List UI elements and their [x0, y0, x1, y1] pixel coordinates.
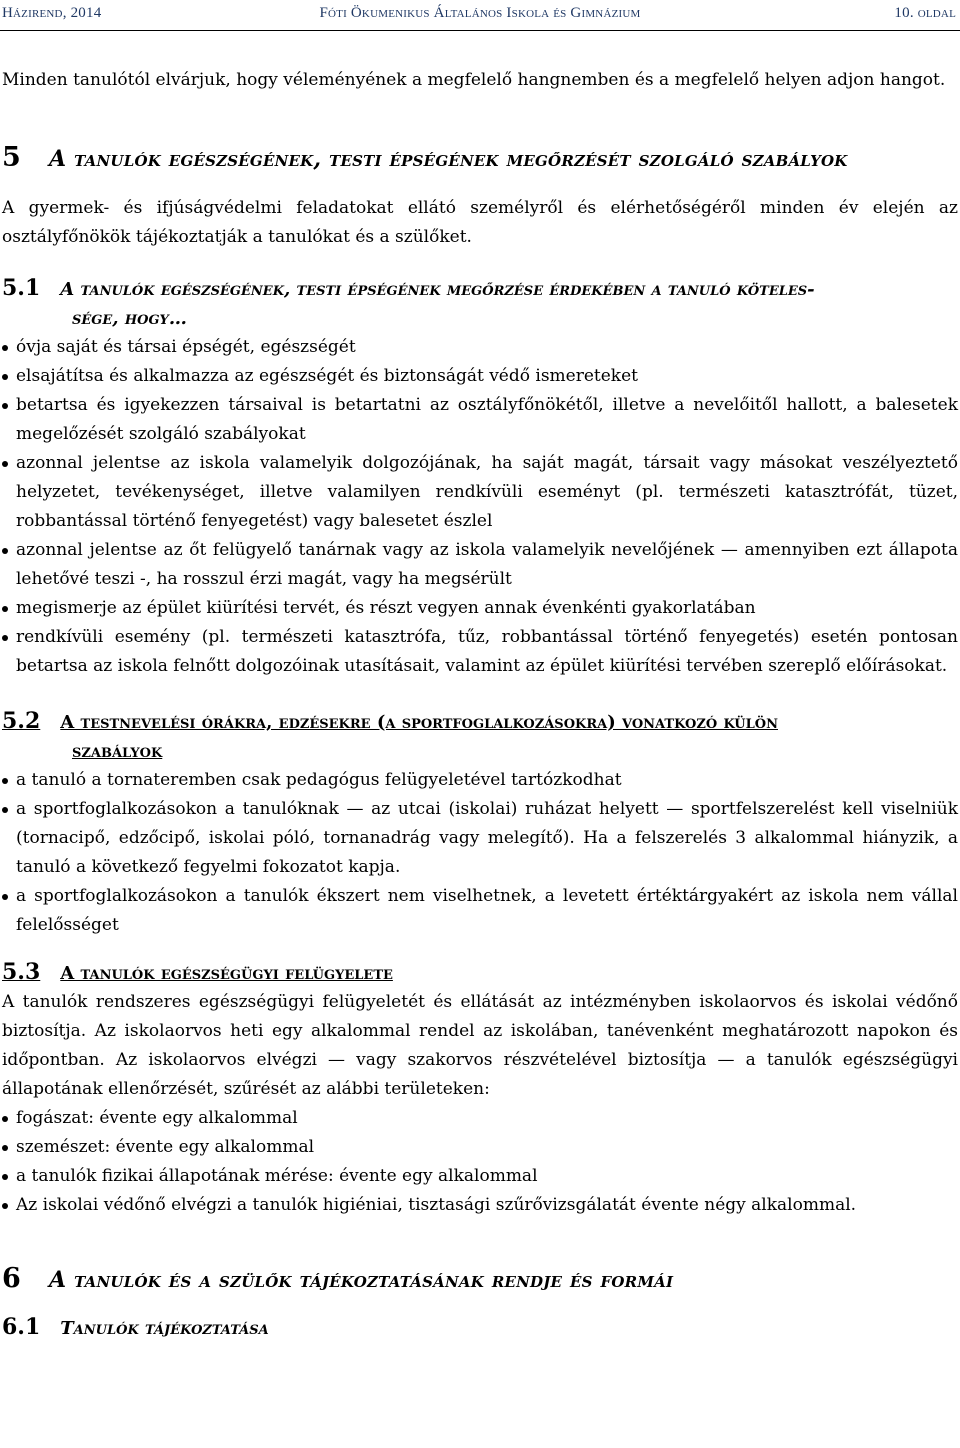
header-document-title: Házirend, 2014 [2, 5, 102, 21]
section-6-title: A tanulók és a szülők tájékoztatásának rendje és formái [49, 1267, 674, 1293]
section-5-heading [2, 143, 958, 174]
section-5-2-title-line1: A testnevelési órákra, edzésekre (a sportfoglalkozásokra) vonatkozó külön [60, 712, 778, 733]
section-6-1-number: 6.1 [2, 1314, 41, 1340]
section-5-paragraph: A gyermek- és ifjúságvédelmi feladatokat ellátó személyről és elérhetőségéről minden év elején az osztályfőnökök tájékoztatják a tanulókat és a szülőket. [2, 198, 958, 247]
section-5-2-title-line2: szabályok [72, 741, 163, 762]
section-5-title: A tanulók egészségének, testi épségének megőrzését szolgáló szabályok [49, 146, 848, 172]
list-item: óvja saját és társai épségét, egészségét [2, 333, 958, 362]
list-item: szemészet: évente egy alkalommal [2, 1133, 958, 1162]
list-item: megismerje az épület kiürítési tervét, és részt vegyen annak évenkénti gyakorlatában [2, 594, 958, 623]
section-6-heading [2, 1264, 958, 1295]
section-6-number: 6 [2, 1263, 21, 1294]
page-content [2, 66, 958, 1343]
header-page-number: 10. oldal [894, 5, 956, 21]
section-5-1-title-line2: sége, hogy… [72, 308, 187, 329]
list-item: elsajátítsa és alkalmazza az egészségét és biztonságát védő ismereteket [2, 362, 958, 391]
section-5-3-list [2, 1104, 958, 1220]
section-5-3-number: 5.3 [2, 959, 41, 985]
list-item: a sportfoglalkozásokon a tanulók ékszert nem viselhetnek, a levetett értéktárgyakért az iskola nem vállal felelősséget [2, 882, 958, 940]
section-5-1-title-line1: A tanulók egészségének, testi épségének megőrzése érdekében a tanuló köteles- [60, 279, 815, 300]
list-item: a tanuló a tornateremben csak pedagógus felügyeletével tartózkodhat [2, 766, 958, 795]
header-school-name: Fóti Ökumenikus Általános Iskola és Gimnázium [319, 5, 641, 21]
page-header [0, 0, 960, 31]
section-5-2-heading [2, 707, 958, 766]
list-item: fogászat: évente egy alkalommal [2, 1104, 958, 1133]
list-item: rendkívüli esemény (pl. természeti katasztrófa, tűz, robbantással történő fenyegetés) esetén pontosan betartsa az iskola felnőtt dolgozóinak utasításait, valamint az épület kiürítési tervében szereplő előírásokat. [2, 623, 958, 681]
section-5-1-heading [2, 274, 958, 333]
list-item: betartsa és igyekezzen társaival is betartatni az osztályfőnökétől, illetve a nevelőitől hallott, a balesetek megelőzését szolgáló szabályokat [2, 391, 958, 449]
section-5-1-number: 5.1 [2, 275, 41, 301]
list-item: a sportfoglalkozásokon a tanulóknak — az utcai (iskolai) ruházat helyett — sportfelszerelést kell viselniük (tornacipő, edzőcipő, iskolai póló, tornanadrág vagy melegítő). Ha a felszerelés 3 alkalommal hiányzik, a tanuló a következő fegyelmi fokozatot kapja. [2, 795, 958, 882]
list-item: azonnal jelentse az őt felügyelő tanárnak vagy az iskola valamelyik nevelőjének — amennyiben ezt állapota lehetővé teszi -, ha rosszul érzi magát, vagy ha megsérült [2, 536, 958, 594]
section-5-3-heading [2, 958, 958, 988]
section-5-number: 5 [2, 142, 21, 173]
section-5-2-number: 5.2 [2, 708, 41, 734]
list-item: azonnal jelentse az iskola valamelyik dolgozójának, ha saját magát, társait vagy másokat veszélyeztető helyzetet, tevékenységet, illetve valamilyen rendkívüli eseményt (pl. természeti katasztrófát, tüzet, robbantással történő fenyegetést) vagy balesetet észlel [2, 449, 958, 536]
list-item: Az iskolai védőnő elvégzi a tanulók higiéniai, tisztasági szűrővizsgálatát évente négy alkalommal. [2, 1191, 958, 1220]
section-5-1-list [2, 333, 958, 681]
intro-paragraph: Minden tanulótól elvárjuk, hogy véleményének a megfelelő hangnemben és a megfelelő helyen adjon hangot. [2, 70, 946, 90]
section-6-1-title: Tanulók tájékoztatása [60, 1318, 269, 1339]
section-5-3-title: A tanulók egészségügyi felügyelete [60, 963, 393, 984]
section-5-2-list [2, 766, 958, 940]
section-6-1-heading [2, 1313, 958, 1343]
list-item: a tanulók fizikai állapotának mérése: évente egy alkalommal [2, 1162, 958, 1191]
section-5-3-paragraph: A tanulók rendszeres egészségügyi felügyeletét és ellátását az intézményben iskolaorvos és iskolai védőnő biztosítja. Az iskolaorvos heti egy alkalommal rendel az iskolában, tanévenként meghatározott napokon és időpontban. Az iskolaorvos elvégzi — vagy szakorvos részvételével biztosítja — a tanulók egészségügyi állapotának ellenőrzését, szűrését az alábbi területeken: [2, 992, 958, 1099]
